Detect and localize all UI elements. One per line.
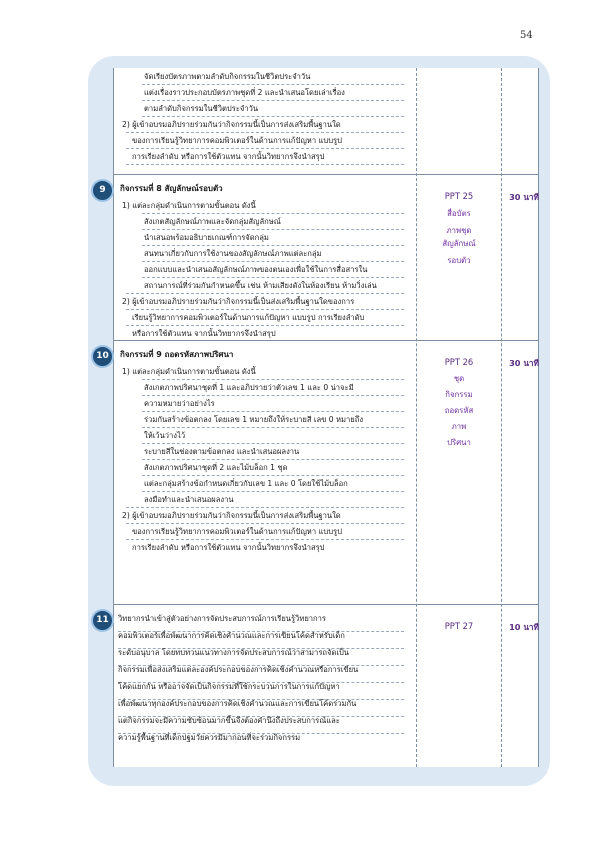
activity-line: 1) แต่ละกลุ่มดำเนินการตามขั้นตอน ดังนี้ <box>122 367 256 376</box>
resource-cell <box>416 620 502 633</box>
activity-line: สถานการณ์ที่ร่วมกันกำหนดขึ้น เช่น ห้ามเสียงดังในห้องเรียน ห้ามวิ่งเล่น <box>144 281 377 290</box>
dotted-guide <box>126 325 404 326</box>
dotted-guide <box>126 309 404 310</box>
activity-line: ของการเรียนรู้วิทยาการคอมพิวเตอร์ในด้านการแก้ปัญหา แบบรูป <box>132 136 342 145</box>
resource-cell <box>416 190 502 267</box>
dotted-guide <box>142 213 404 214</box>
activity-line: ให้เว้นว่างไว้ <box>144 431 186 440</box>
ppt-label: PPT 26 <box>444 357 474 367</box>
activity-line: วิทยากรนำเข้าสู่ตัวอย่างการจัดประสบการณ์การเรียนรู้วิทยาการ <box>118 614 326 623</box>
activity-line: ลงมือทำและนำเสนอผลงาน <box>144 495 234 504</box>
dotted-guide <box>142 245 404 246</box>
activity-line: ความรู้พื้นฐานที่เด็กปฐมวัยควรมีมาก่อนที่จะร่วมกิจกรรม <box>118 733 301 742</box>
resource-cell <box>416 356 502 449</box>
activity-line: นำเสนอพร้อมอธิบายเกณฑ์การจัดกลุ่ม <box>144 233 269 242</box>
dotted-guide <box>142 379 404 380</box>
dotted-guide <box>126 293 404 294</box>
activity-line: แต่กิจกรรมจะมีความซับซ้อนมากขึ้นจึงต้องคำนึงถึงประสบการณ์และ <box>118 716 340 725</box>
activity-line: ตามลำดับกิจกรรมในชีวิตประจำวัน <box>144 104 259 113</box>
duration: 30 นาที <box>509 192 539 202</box>
activity-line: จัดเรียงบัตรภาพตามลำดับกิจกรรมในชีวิตประจำวัน <box>144 72 311 81</box>
activity-line: ของการเรียนรู้วิทยาการคอมพิวเตอร์ในด้านการแก้ปัญหา แบบรูป <box>132 527 342 536</box>
activity-line: 1) แต่ละกลุ่มดำเนินการตามขั้นตอน ดังนี้ <box>122 201 256 210</box>
resource-line: ปริศนา <box>447 438 471 447</box>
resource-line: รอบตัว <box>447 256 471 265</box>
activity-line: 2) ผู้เข้าอบรมอภิปรายร่วมกันว่ากิจกรรมนี้เป็นการส่งเสริมพื้นฐานใด <box>122 511 341 520</box>
step-number-badge: 11 <box>91 609 114 632</box>
activity-line: แต่งเรื่องราวประกอบบัตรภาพชุดที่ 2 และนำเสนอโดยเล่าเรื่อง <box>144 88 345 97</box>
activity-line: คอมพิวเตอร์เพื่อพัฒนาการคิดเชิงคำนวณและการเขียนโค้ดสำหรับเด็ก <box>118 631 345 640</box>
activity-line: 2) ผู้เข้าอบรมอภิปรายร่วมกันว่ากิจกรรมนี้เป็นส่งเสริมพื้นฐานใดของการ <box>122 297 355 306</box>
resource-line: ภาพชุด <box>446 226 472 235</box>
dotted-guide <box>142 459 404 460</box>
activity-line: โค้ดแยกกัน หรืออาจจัดเป็นกิจกรรมที่ใช้กระบวนการในการแก้ปัญหา <box>118 682 340 691</box>
activity-line: เรียนรู้วิทยาการคอมพิวเตอร์ในด้านการแก้ปัญหา แบบรูป การเรียงลำดับ <box>132 313 365 322</box>
dotted-guide <box>126 539 404 540</box>
dotted-guide <box>142 84 404 85</box>
activity-title: กิจกรรมที่ 9 ถอดรหัสภาพปริศนา <box>120 350 234 359</box>
activity-line: ความหมายว่าอย่างไร <box>144 399 215 408</box>
page-number: 54 <box>520 30 533 41</box>
row-divider <box>114 340 538 341</box>
dotted-guide <box>126 132 404 133</box>
activity-line: ร่วมกันสร้างข้อตกลง โดยเลข 1 หมายถึงให้ระบายสี เลข 0 หมายถึง <box>144 415 364 424</box>
activity-line: ออกแบบและนำเสนอสัญลักษณ์ภาพของตนเองเพื่อใช้ในการสื่อสารใน <box>144 265 368 274</box>
step-number-badge: 9 <box>91 179 114 202</box>
dotted-guide <box>126 523 404 524</box>
dotted-guide <box>142 100 404 101</box>
dotted-guide <box>142 427 404 428</box>
dotted-guide <box>142 491 404 492</box>
duration: 30 นาที <box>509 358 539 368</box>
row-divider <box>114 604 538 605</box>
dotted-guide <box>142 277 404 278</box>
activity-line: ระดับอนุบาล โดยทบทวนแนวทางการจัดประสบการณ์ว่าสามารถจัดเป็น <box>118 648 349 657</box>
resource-line: ชุด <box>453 374 465 383</box>
activity-line: กิจกรรมเพื่อส่งเสริมแต่ละองค์ประกอบของการคิดเชิงคำนวณหรือการเขียน <box>118 665 359 674</box>
resource-line: สื่อบัตร <box>447 209 471 218</box>
activity-title: กิจกรรมที่ 8 สัญลักษณ์รอบตัว <box>120 184 223 193</box>
dotted-guide <box>142 443 404 444</box>
activity-line: เพื่อพัฒนาทุกองค์ประกอบของการคิดเชิงคำนวณและการเขียนโค้ดร่วมกัน <box>118 699 357 708</box>
activity-line: สังเกตภาพปริศนาชุดที่ 1 และอภิปรายว่าตัวเลข 1 และ 0 น่าจะมี <box>144 383 354 392</box>
resource-line: ภาพ <box>451 422 467 431</box>
activity-line: การเรียงลำดับ หรือการใช้ตัวแทน จากนั้นวิทยากรจึงนำสรุป <box>132 543 325 552</box>
ppt-label: PPT 27 <box>444 621 474 631</box>
activity-line: หรือการใช้ตัวแทน จากนั้นวิทยากรจึงนำสรุป <box>132 329 276 338</box>
activity-line: แต่ละกลุ่มสร้างข้อกำหนดเกี่ยวกับเลข 1 และ 0 โดยใช้ไม้บล็อก <box>144 479 348 488</box>
activity-line: ระบายสีในช่องตามข้อตกลง และนำเสนอผลงาน <box>144 447 300 456</box>
resource-line: กิจกรรม <box>445 390 473 399</box>
dotted-guide <box>142 229 404 230</box>
step-number-badge: 10 <box>91 345 114 368</box>
dotted-guide <box>126 507 404 508</box>
dotted-guide <box>142 116 404 117</box>
activity-line: สังเกตสัญลักษณ์ภาพและจัดกลุ่มสัญลักษณ์ <box>144 217 281 226</box>
dotted-guide <box>142 261 404 262</box>
dotted-guide <box>142 411 404 412</box>
activity-line: การเรียงลำดับ หรือการใช้ตัวแทน จากนั้นวิทยากรจึงนำสรุป <box>132 152 325 161</box>
duration: 10 นาที <box>509 622 539 632</box>
resource-line: สัญลักษณ์ <box>442 239 476 248</box>
ppt-label: PPT 25 <box>444 191 474 201</box>
activity-line: สังเกตภาพปริศนาชุดที่ 2 และไม้บล็อก 1 ชุด <box>144 463 288 472</box>
resource-line: ถอดรหัส <box>444 406 474 415</box>
activity-line: 2) ผู้เข้าอบรมอภิปรายร่วมกันว่ากิจกรรมนี้เป็นการส่งเสริมพื้นฐานใด <box>122 120 341 129</box>
dotted-guide <box>142 475 404 476</box>
row-divider <box>114 174 538 175</box>
dotted-guide <box>142 395 404 396</box>
activity-table <box>96 68 539 767</box>
activity-line: สนทนาเกี่ยวกับการใช้งานของสัญลักษณ์ภาพแต่ละกลุ่ม <box>144 249 322 258</box>
dotted-guide <box>126 148 404 149</box>
dotted-guide <box>126 164 404 165</box>
